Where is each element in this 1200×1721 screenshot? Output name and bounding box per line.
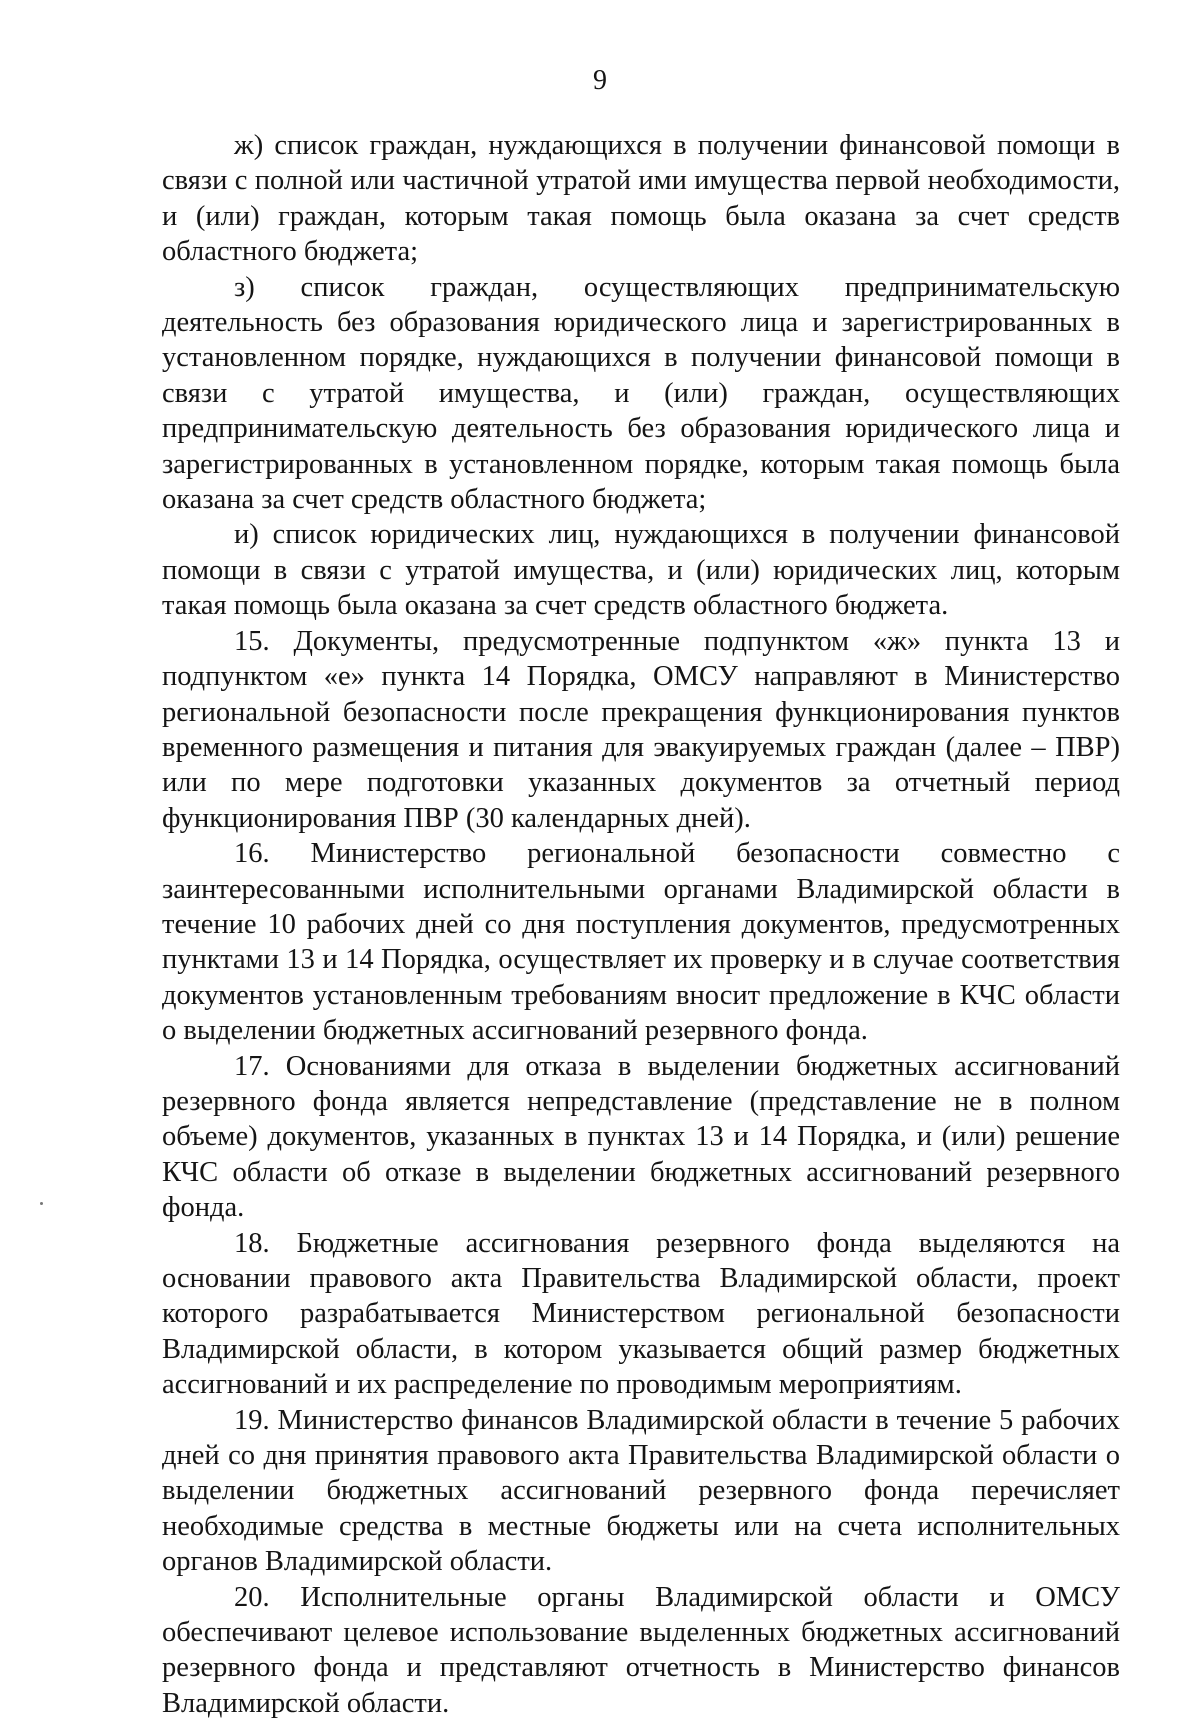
document-body <box>162 128 1120 1721</box>
paragraph-16: 16. Министерство региональной безопасности совместно с заинтересованными исполнительными органами Владимирской области в течение 10 рабочих дней со дня поступления документов, предусмотренных пунктами 13 и 14 Порядка, осуществляет их проверку и в случае соответствия документов установленным требованиям вносит предложение в КЧС области о выделении бюджетных ассигнований резервного фонда. <box>162 838 1120 1047</box>
paragraph-18: 18. Бюджетные ассигнования резервного фонда выделяются на основании правового акта Правительства Владимирской области, проект которого разрабатывается Министерством региональной безопасности Владимирской области, в котором указывается общий размер бюджетных ассигнований и их распределение по проводимым мероприятиям. <box>162 1227 1120 1401</box>
paragraph-15: 15. Документы, предусмотренные подпунктом «ж» пункта 13 и подпунктом «е» пункта 14 Порядка, ОМСУ направляют в Министерство региональной безопасности после прекращения функционирования пунктов временного размещения и питания для эвакуируемых граждан (далее – ПВР) или по мере подготовки указанных документов за отчетный период функционирования ПВР (30 календарных дней). <box>162 625 1120 834</box>
paragraph-20: 20. Исполнительные органы Владимирской области и ОМСУ обеспечивают целевое использование выделенных бюджетных ассигнований резервного фонда и представляют отчетность в Министерство финансов Владимирской области. <box>162 1581 1120 1719</box>
paragraph-17: 17. Основаниями для отказа в выделении бюджетных ассигнований резервного фонда является непредставление (представление не в полном объеме) документов, указанных в пунктах 13 и 14 Порядка, и (или) решение КЧС области об отказе в выделении бюджетных ассигнований резервного фонда. <box>162 1050 1120 1224</box>
page-number: 9 <box>593 65 607 96</box>
paragraph-z: з) список граждан, осуществляющих предпринимательскую деятельность без образования юридического лица и зарегистрированных в установленном порядке, нуждающихся в получении финансовой помощи в связи с утратой имущества, и (или) граждан, осуществляющих предпринимательскую деятельность без образования юридического лица и зарегистрированных в установленном порядке, которым такая помощь была оказана за счет средств областного бюджета; <box>162 271 1120 516</box>
paragraph-19: 19. Министерство финансов Владимирской области в течение 5 рабочих дней со дня принятия правового акта Правительства Владимирской области о выделении бюджетных ассигнований резервного фонда перечисляет необходимые средства в местные бюджеты или на счета исполнительных органов Владимирской области. <box>162 1404 1120 1578</box>
paragraph-i: и) список юридических лиц, нуждающихся в получении финансовой помощи в связи с утратой имущества, и (или) юридических лиц, которым такая помощь была оказана за счет средств областного бюджета. <box>162 519 1120 622</box>
scan-speck <box>40 1202 43 1205</box>
paragraph-zh: ж) список граждан, нуждающихся в получении финансовой помощи в связи с полной или частичной утратой ими имущества первой необходимости, и (или) граждан, которым такая помощь была оказана за счет средств областного бюджета; <box>162 130 1120 268</box>
